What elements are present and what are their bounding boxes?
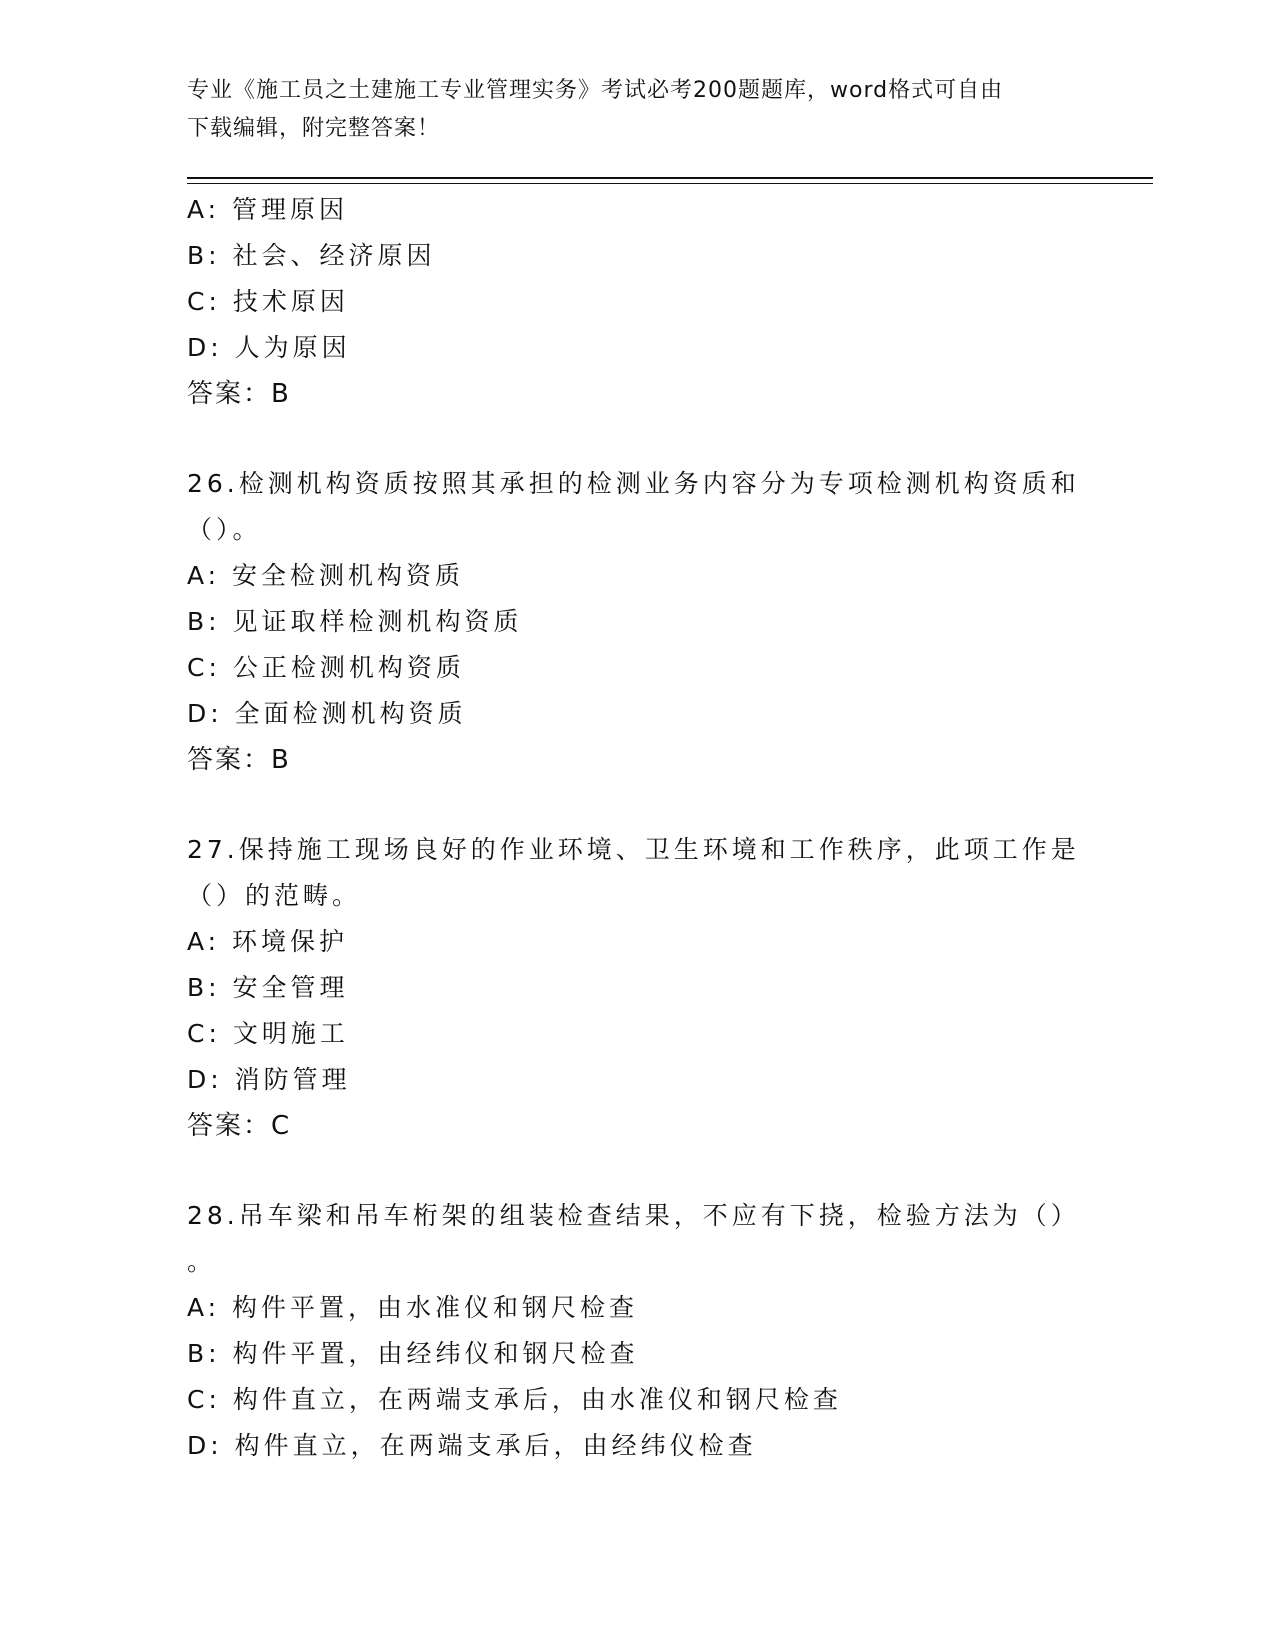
header-line-1: 专业《施工员之土建施工专业管理实务》考试必考200题题库，word格式可自由	[187, 78, 1004, 103]
option-d: D: 全面检测机构资质	[187, 699, 467, 728]
option-b: B: 见证取样检测机构资质	[187, 607, 523, 636]
option-c: C: 技术原因	[187, 287, 349, 316]
option-c: C: 文明施工	[187, 1019, 349, 1048]
option-b: B: 社会、经济原因	[187, 241, 436, 270]
answer-line: 答案：B	[187, 745, 291, 775]
option-a: A: 环境保护	[187, 927, 349, 956]
question-stem: 27.保持施工现场良好的作业环境、卫生环境和工作秩序，此项工作是	[187, 835, 1080, 864]
question-26	[187, 461, 1153, 783]
header-divider-thick	[187, 177, 1153, 179]
question-25-continued	[187, 187, 1153, 417]
question-list	[187, 187, 1153, 1469]
header-divider-thin	[187, 183, 1153, 184]
question-stem-continued: （）。	[187, 515, 262, 544]
answer-line: 答案：C	[187, 1111, 292, 1141]
answer-line: 答案：B	[187, 379, 291, 409]
option-a: A: 安全检测机构资质	[187, 561, 465, 590]
option-a: A: 管理原因	[187, 195, 349, 224]
option-c: C: 公正检测机构资质	[187, 653, 465, 682]
question-stem: 28.吊车梁和吊车桁架的组装检查结果，不应有下挠，检验方法为（）	[187, 1201, 1080, 1230]
option-b: B: 构件平置，由经纬仪和钢尺检查	[187, 1339, 639, 1368]
option-d: D: 消防管理	[187, 1065, 351, 1094]
option-b: B: 安全管理	[187, 973, 349, 1002]
question-stem-continued: （）的范畴。	[187, 881, 362, 910]
option-a: A: 构件平置，由水准仪和钢尺检查	[187, 1293, 639, 1322]
document-header	[187, 72, 1067, 148]
question-27	[187, 827, 1153, 1149]
option-d: D: 构件直立，在两端支承后，由经纬仪检查	[187, 1431, 757, 1460]
option-d: D: 人为原因	[187, 333, 351, 362]
header-line-2: 下载编辑，附完整答案！	[187, 116, 441, 141]
question-stem: 26.检测机构资质按照其承担的检测业务内容分为专项检测机构资质和	[187, 469, 1080, 498]
option-c: C: 构件直立，在两端支承后，由水准仪和钢尺检查	[187, 1385, 842, 1414]
question-28	[187, 1193, 1153, 1469]
question-stem-continued: 。	[187, 1247, 217, 1276]
